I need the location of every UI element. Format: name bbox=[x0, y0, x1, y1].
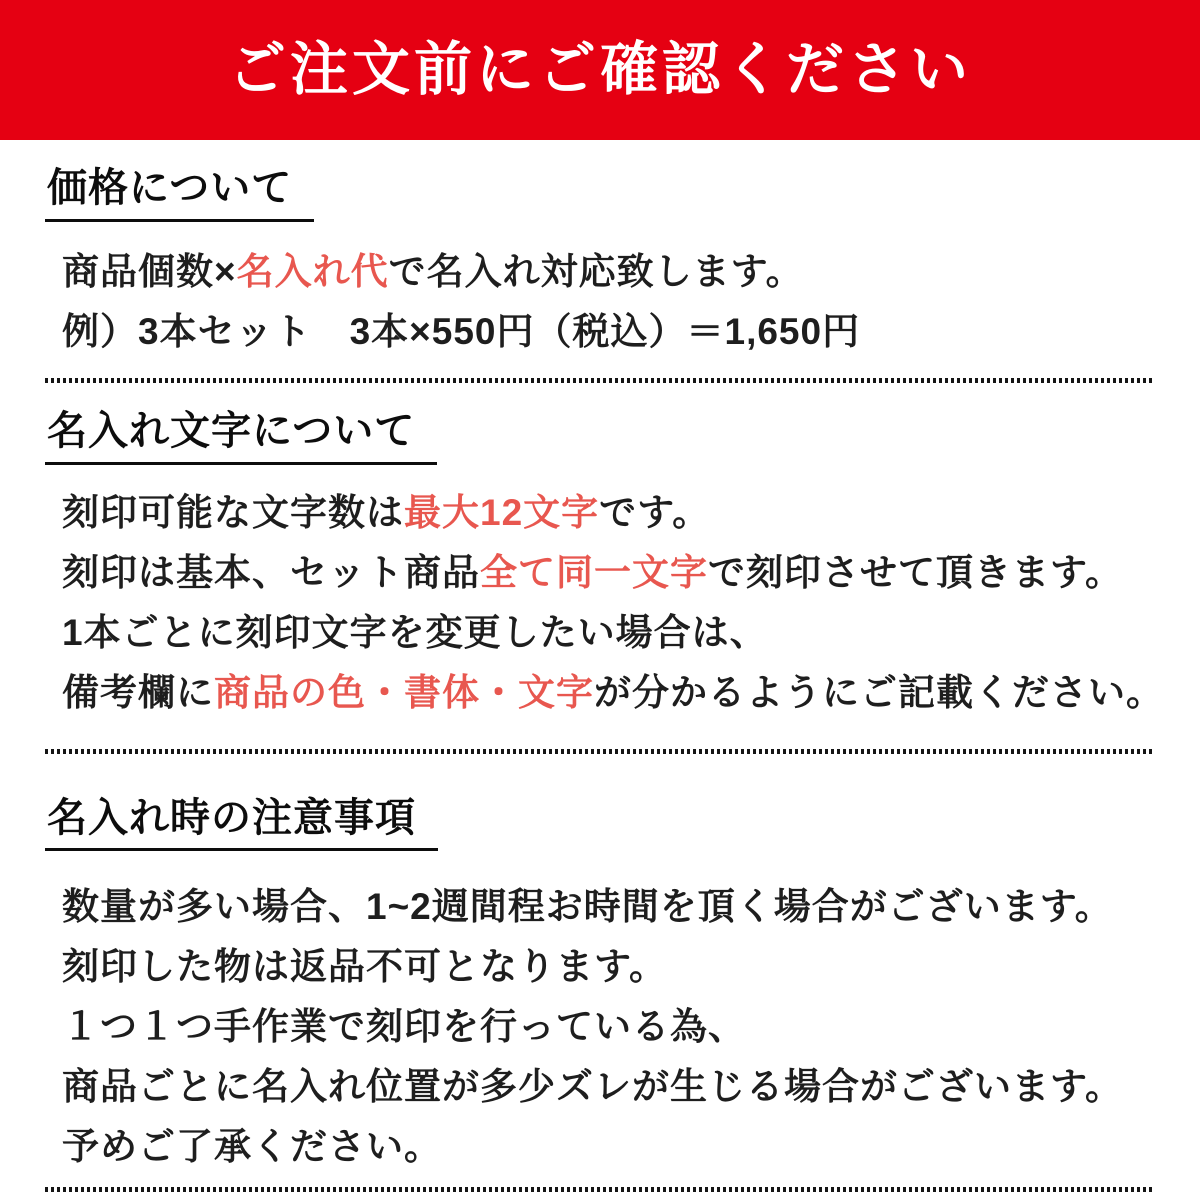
text-line bbox=[62, 1117, 1155, 1177]
text-line bbox=[62, 1057, 1155, 1117]
text-segment: 商品個数× bbox=[62, 250, 237, 292]
text-line bbox=[62, 483, 1155, 543]
text-line bbox=[62, 663, 1164, 723]
text-segment: 商品ごとに名入れ位置が多少ズレが生じる場合がございます。 bbox=[62, 1066, 1124, 1108]
section-naming-characters bbox=[45, 383, 1164, 754]
banner-title: ご注文前にご確認ください bbox=[227, 37, 972, 102]
text-line bbox=[62, 937, 1155, 997]
section-body bbox=[45, 483, 1164, 723]
text-segment: で名入れ対応致します。 bbox=[388, 250, 804, 292]
section-heading: 価格について bbox=[45, 166, 314, 222]
accent-text: 最大12文字 bbox=[404, 491, 600, 533]
section-pricing bbox=[45, 140, 1155, 383]
text-segment: 刻印した物は返品不可となります。 bbox=[62, 946, 668, 988]
text-segment: １つ１つ手作業で刻印を行っている為、 bbox=[62, 1006, 746, 1048]
section-body bbox=[45, 877, 1155, 1177]
text-line bbox=[62, 543, 1155, 603]
text-segment: 予めご了承ください。 bbox=[62, 1126, 442, 1168]
text-line bbox=[62, 877, 1155, 937]
text-segment: で刻印させて頂きます。 bbox=[708, 551, 1124, 593]
section-heading: 名入れ時の注意事項 bbox=[45, 796, 438, 852]
text-segment: 1本ごとに刻印文字を変更したい場合は、 bbox=[62, 611, 768, 653]
text-line bbox=[62, 997, 1155, 1057]
header-banner bbox=[0, 0, 1200, 140]
text-segment: 備考欄に bbox=[62, 671, 214, 713]
text-segment: 刻印可能な文字数は bbox=[62, 491, 404, 533]
text-line bbox=[62, 242, 1155, 302]
text-line bbox=[62, 302, 1155, 362]
section-engraving-notes bbox=[45, 754, 1155, 1193]
section-heading: 名入れ文字について bbox=[45, 409, 437, 465]
accent-text: 全て同一文字 bbox=[480, 551, 708, 593]
text-segment: 例）3本セット 3本×550円（税込）＝1,650円 bbox=[62, 310, 861, 352]
text-segment: 刻印は基本、セット商品 bbox=[62, 551, 480, 593]
text-segment: が分かるようにご記載ください。 bbox=[594, 671, 1164, 713]
section-body bbox=[45, 242, 1155, 362]
accent-text: 商品の色・書体・文字 bbox=[214, 671, 594, 713]
accent-text: 名入れ代 bbox=[236, 250, 389, 292]
text-segment: です。 bbox=[599, 491, 711, 533]
notice-content bbox=[0, 140, 1200, 1192]
dotted-divider bbox=[45, 1187, 1155, 1192]
text-segment: 数量が多い場合、1~2週間程お時間を頂く場合がございます。 bbox=[62, 886, 1113, 928]
text-line bbox=[62, 603, 1155, 663]
